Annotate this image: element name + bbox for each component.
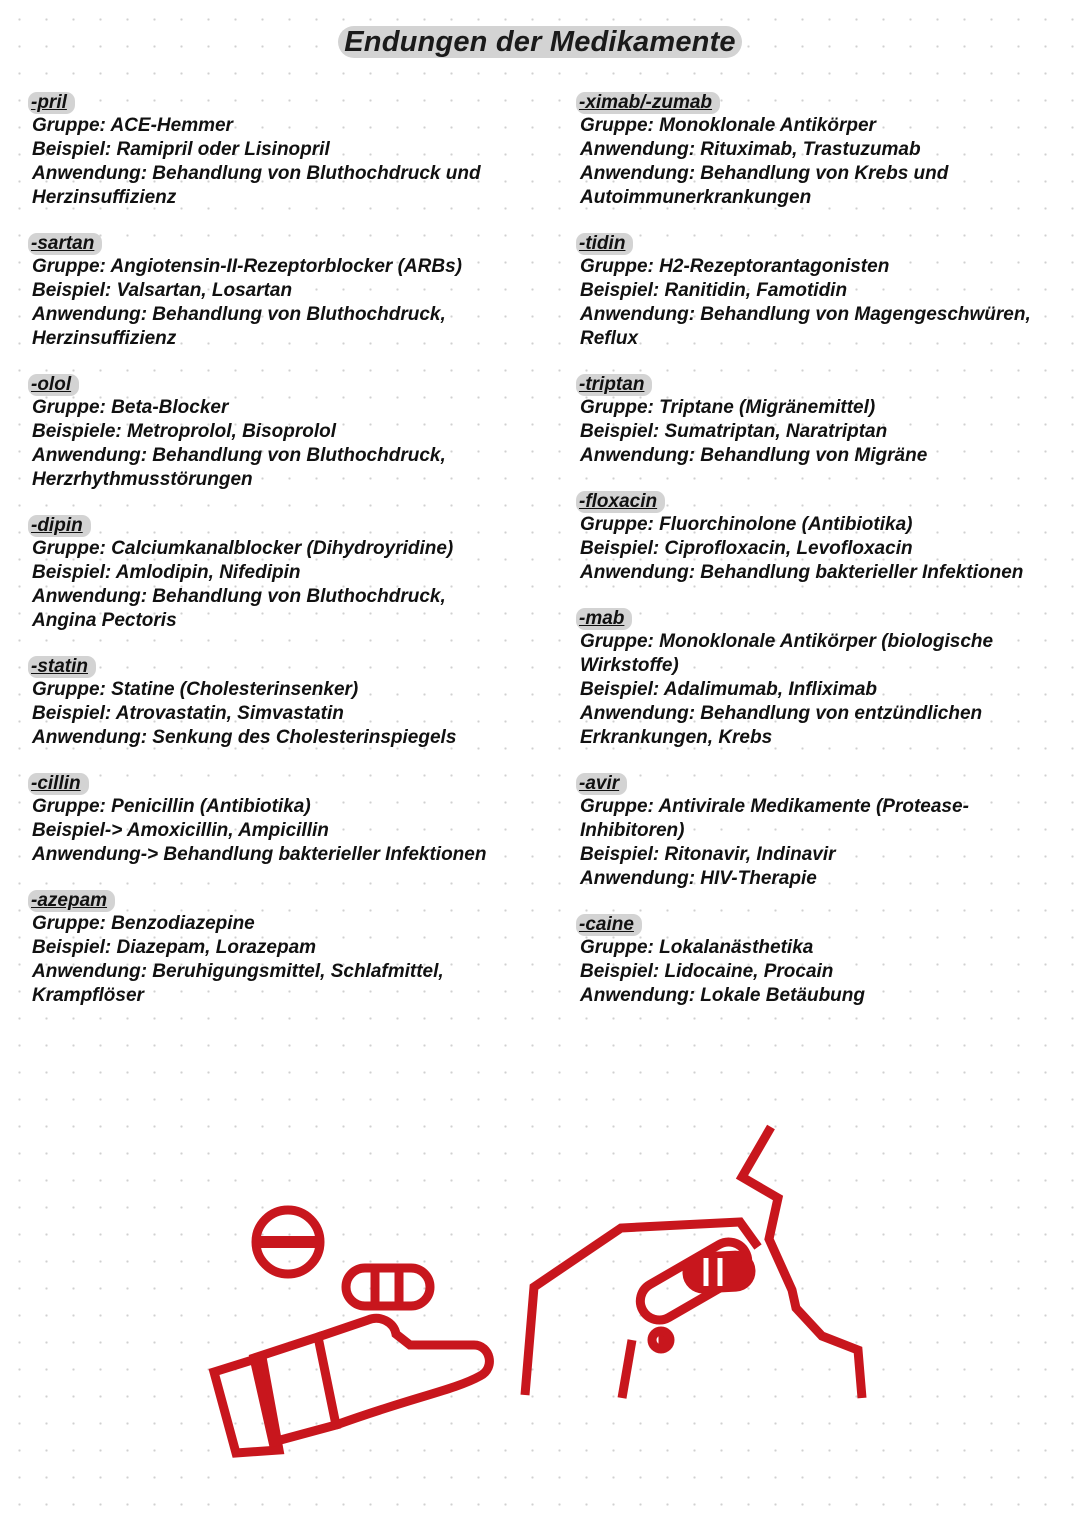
example-line: Beispiel: Ritonavir, Indinavir — [580, 844, 836, 865]
group-line: Gruppe: Benzodiazepine — [32, 913, 255, 934]
example-line: Beispiel-> Amoxicillin, Ampicillin — [32, 820, 329, 841]
usage-line: Anwendung: Behandlung von Bluthochdruck und Herzinsuffizienz — [32, 163, 481, 208]
group-line: Gruppe: Lokalanästhetika — [580, 937, 814, 958]
group-line: Gruppe: H2-Rezeptorantagonisten — [580, 256, 890, 277]
entry-olol — [28, 374, 528, 492]
entry-pril — [28, 92, 528, 210]
group-line: Gruppe: Angiotensin-II-Rezeptorblocker (ARBs) — [32, 256, 462, 277]
suffix-label: -tidin — [576, 233, 633, 255]
group-line: Gruppe: Fluorchinolone (Antibiotika) — [580, 514, 913, 535]
example-line: Beispiel: Valsartan, Losartan — [32, 280, 293, 301]
example-line: Beispiel: Adalimumab, Infliximab — [580, 679, 878, 700]
example-line: Beispiele: Metroprolol, Bisoprolol — [32, 421, 337, 442]
usage-line: Anwendung: HIV-Therapie — [580, 868, 817, 889]
usage-line: Anwendung: Behandlung von Bluthochdruck, Herzrhythmusstörungen — [32, 445, 446, 490]
suffix-label: -azepam — [28, 890, 115, 912]
group-line: Gruppe: Statine (Cholesterinsenker) — [32, 679, 359, 700]
entry-sartan — [28, 233, 528, 351]
suffix-label: -statin — [28, 656, 96, 678]
page-title: Endungen der Medikamente — [338, 26, 742, 58]
right-column — [576, 92, 1066, 1031]
suffix-label: -cillin — [28, 773, 89, 795]
group-line: Gruppe: Monoklonale Antikörper (biologische Wirkstoffe) — [580, 631, 994, 676]
usage-line: Anwendung: Behandlung von Bluthochdruck, Angina Pectoris — [32, 586, 446, 631]
entry-avir — [576, 773, 1066, 891]
suffix-label: -ximab/-zumab — [576, 92, 720, 114]
entry-statin — [28, 656, 528, 750]
example-line: Beispiel: Ciprofloxacin, Levofloxacin — [580, 538, 913, 559]
example-line: Beispiel: Sumatriptan, Naratriptan — [580, 421, 888, 442]
entry-caine — [576, 914, 1066, 1008]
usage-line: Anwendung: Lokale Betäubung — [580, 985, 865, 1006]
example-line: Beispiel: Diazepam, Lorazepam — [32, 937, 317, 958]
group-line: Gruppe: Triptane (Migränemittel) — [580, 397, 876, 418]
example-line: Beispiel: Ranitidin, Famotidin — [580, 280, 848, 301]
group-line: Gruppe: Antivirale Medikamente (Protease- Inhibitoren) — [580, 796, 969, 841]
group-line: Gruppe: Calciumkanalblocker (Dihydroyridine) — [32, 538, 454, 559]
suffix-label: -floxacin — [576, 491, 665, 513]
group-line: Gruppe: ACE-Hemmer — [32, 115, 233, 136]
hand-pills-icon — [0, 1100, 1080, 1500]
usage-line: Anwendung: Behandlung von Magengeschwüren, Reflux — [580, 304, 1031, 349]
group-line: Gruppe: Penicillin (Antibiotika) — [32, 796, 311, 817]
example-line: Beispiel: Amlodipin, Nifedipin — [32, 562, 301, 583]
suffix-label: -olol — [28, 374, 79, 396]
usage-line: Anwendung: Senkung des Cholesterinspiegels — [32, 727, 457, 748]
page-title-wrapper — [0, 26, 1080, 58]
left-column — [28, 92, 528, 1031]
suffix-label: -triptan — [576, 374, 652, 396]
usage-line: Anwendung: Behandlung von Krebs und Autoimmunerkrankungen — [580, 163, 949, 208]
suffix-label: -pril — [28, 92, 75, 114]
example-line: Anwendung: Rituximab, Trastuzumab — [580, 139, 921, 160]
entry-azepam — [28, 890, 528, 1008]
usage-line: Anwendung: Behandlung von Bluthochdruck, Herzinsuffizienz — [32, 304, 446, 349]
entry-mab — [576, 608, 1066, 750]
entry-floxacin — [576, 491, 1066, 585]
usage-line: Anwendung: Behandlung von Migräne — [580, 445, 928, 466]
entry-cillin — [28, 773, 528, 867]
usage-line: Anwendung-> Behandlung bakterieller Infektionen — [32, 844, 487, 865]
suffix-label: -sartan — [28, 233, 102, 255]
suffix-label: -avir — [576, 773, 627, 795]
usage-line: Anwendung: Beruhigungsmittel, Schlafmittel, Krampflöser — [32, 961, 444, 1006]
entry-tidin — [576, 233, 1066, 351]
entry-dipin — [28, 515, 528, 633]
example-line: Beispiel: Atrovastatin, Simvastatin — [32, 703, 344, 724]
suffix-label: -mab — [576, 608, 632, 630]
usage-line: Anwendung: Behandlung bakterieller Infektionen — [580, 562, 1024, 583]
group-line: Gruppe: Monoklonale Antikörper — [580, 115, 876, 136]
example-line: Beispiel: Lidocaine, Procain — [580, 961, 834, 982]
group-line: Gruppe: Beta-Blocker — [32, 397, 229, 418]
usage-line: Anwendung: Behandlung von entzündlichen Erkrankungen, Krebs — [580, 703, 983, 748]
suffix-label: -caine — [576, 914, 642, 936]
example-line: Beispiel: Ramipril oder Lisinopril — [32, 139, 330, 160]
suffix-label: -dipin — [28, 515, 91, 537]
entry-ximab-zumab — [576, 92, 1066, 210]
entry-triptan — [576, 374, 1066, 468]
